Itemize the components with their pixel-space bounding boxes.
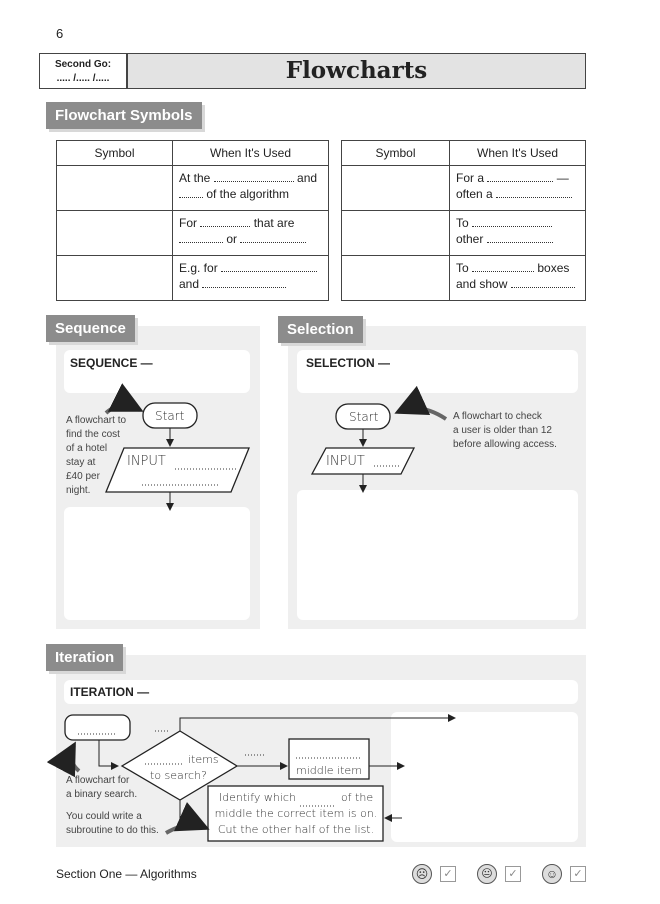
- check-box-sad[interactable]: ✓: [440, 866, 456, 882]
- sequence-heading: SEQUENCE —: [70, 356, 153, 370]
- check-box-neutral[interactable]: ✓: [505, 866, 521, 882]
- col-when: When It's Used: [173, 141, 329, 166]
- selection-curved-arrow: [398, 408, 446, 419]
- when-cell[interactable]: At the and of the algorithm: [173, 166, 329, 211]
- decision-items-label: items: [188, 753, 219, 766]
- iteration-curved-arrow-2: [166, 825, 206, 833]
- when-cell[interactable]: To boxes and show: [450, 256, 586, 301]
- when-cell[interactable]: E.g. for and: [173, 256, 329, 301]
- selection-heading: SELECTION —: [306, 356, 391, 370]
- when-cell[interactable]: For that are or: [173, 211, 329, 256]
- selection-tag: Selection: [278, 316, 363, 343]
- footer-section: Section One — Algorithms: [56, 867, 197, 881]
- happy-face-icon[interactable]: ☺: [542, 864, 562, 884]
- sequence-curved-arrow: [106, 406, 140, 413]
- check-box-happy[interactable]: ✓: [570, 866, 586, 882]
- iteration-start-terminator: [65, 715, 130, 740]
- selection-input-label: INPUT: [326, 454, 365, 469]
- page-title: Flowcharts: [285, 57, 428, 84]
- when-cell[interactable]: For a — often a: [450, 166, 586, 211]
- sequence-start-label: Start: [155, 409, 185, 423]
- second-go-label: Second Go:: [54, 59, 112, 70]
- selection-note: A flowchart to check a user is older than 12 before allowing access.: [453, 411, 557, 450]
- col-symbol: Symbol: [57, 141, 173, 166]
- sequence-note: A flowchart to find the cost of a hotel stay at £40 per night.: [66, 415, 127, 496]
- identify-text: Identify which of the middle the correct item is on. Cut the other half of the list.: [214, 791, 378, 836]
- sequence-input-label: INPUT: [127, 454, 166, 469]
- iteration-note-2: You could write a subroutine to do this.: [66, 811, 159, 836]
- selection-start-label: Start: [349, 410, 379, 424]
- sad-face-icon[interactable]: ☹: [412, 864, 432, 884]
- symbols-tag: Flowchart Symbols: [46, 102, 202, 129]
- col-symbol: Symbol: [342, 141, 450, 166]
- second-go-date[interactable]: ..... /..... /.....: [56, 73, 110, 84]
- iteration-heading: ITERATION —: [70, 685, 150, 699]
- when-cell[interactable]: To other: [450, 211, 586, 256]
- sequence-tag: Sequence: [46, 315, 135, 342]
- middle-item-label: middle item: [296, 764, 362, 777]
- iteration-note-1: A flowchart for a binary search.: [66, 775, 138, 800]
- neutral-face-icon[interactable]: 😐: [477, 864, 497, 884]
- col-when: When It's Used: [450, 141, 586, 166]
- iteration-curved-arrow-1: [71, 745, 79, 771]
- page-number: 6: [56, 26, 64, 41]
- iteration-tag: Iteration: [46, 644, 123, 671]
- decision-search-label: to search?: [150, 769, 207, 782]
